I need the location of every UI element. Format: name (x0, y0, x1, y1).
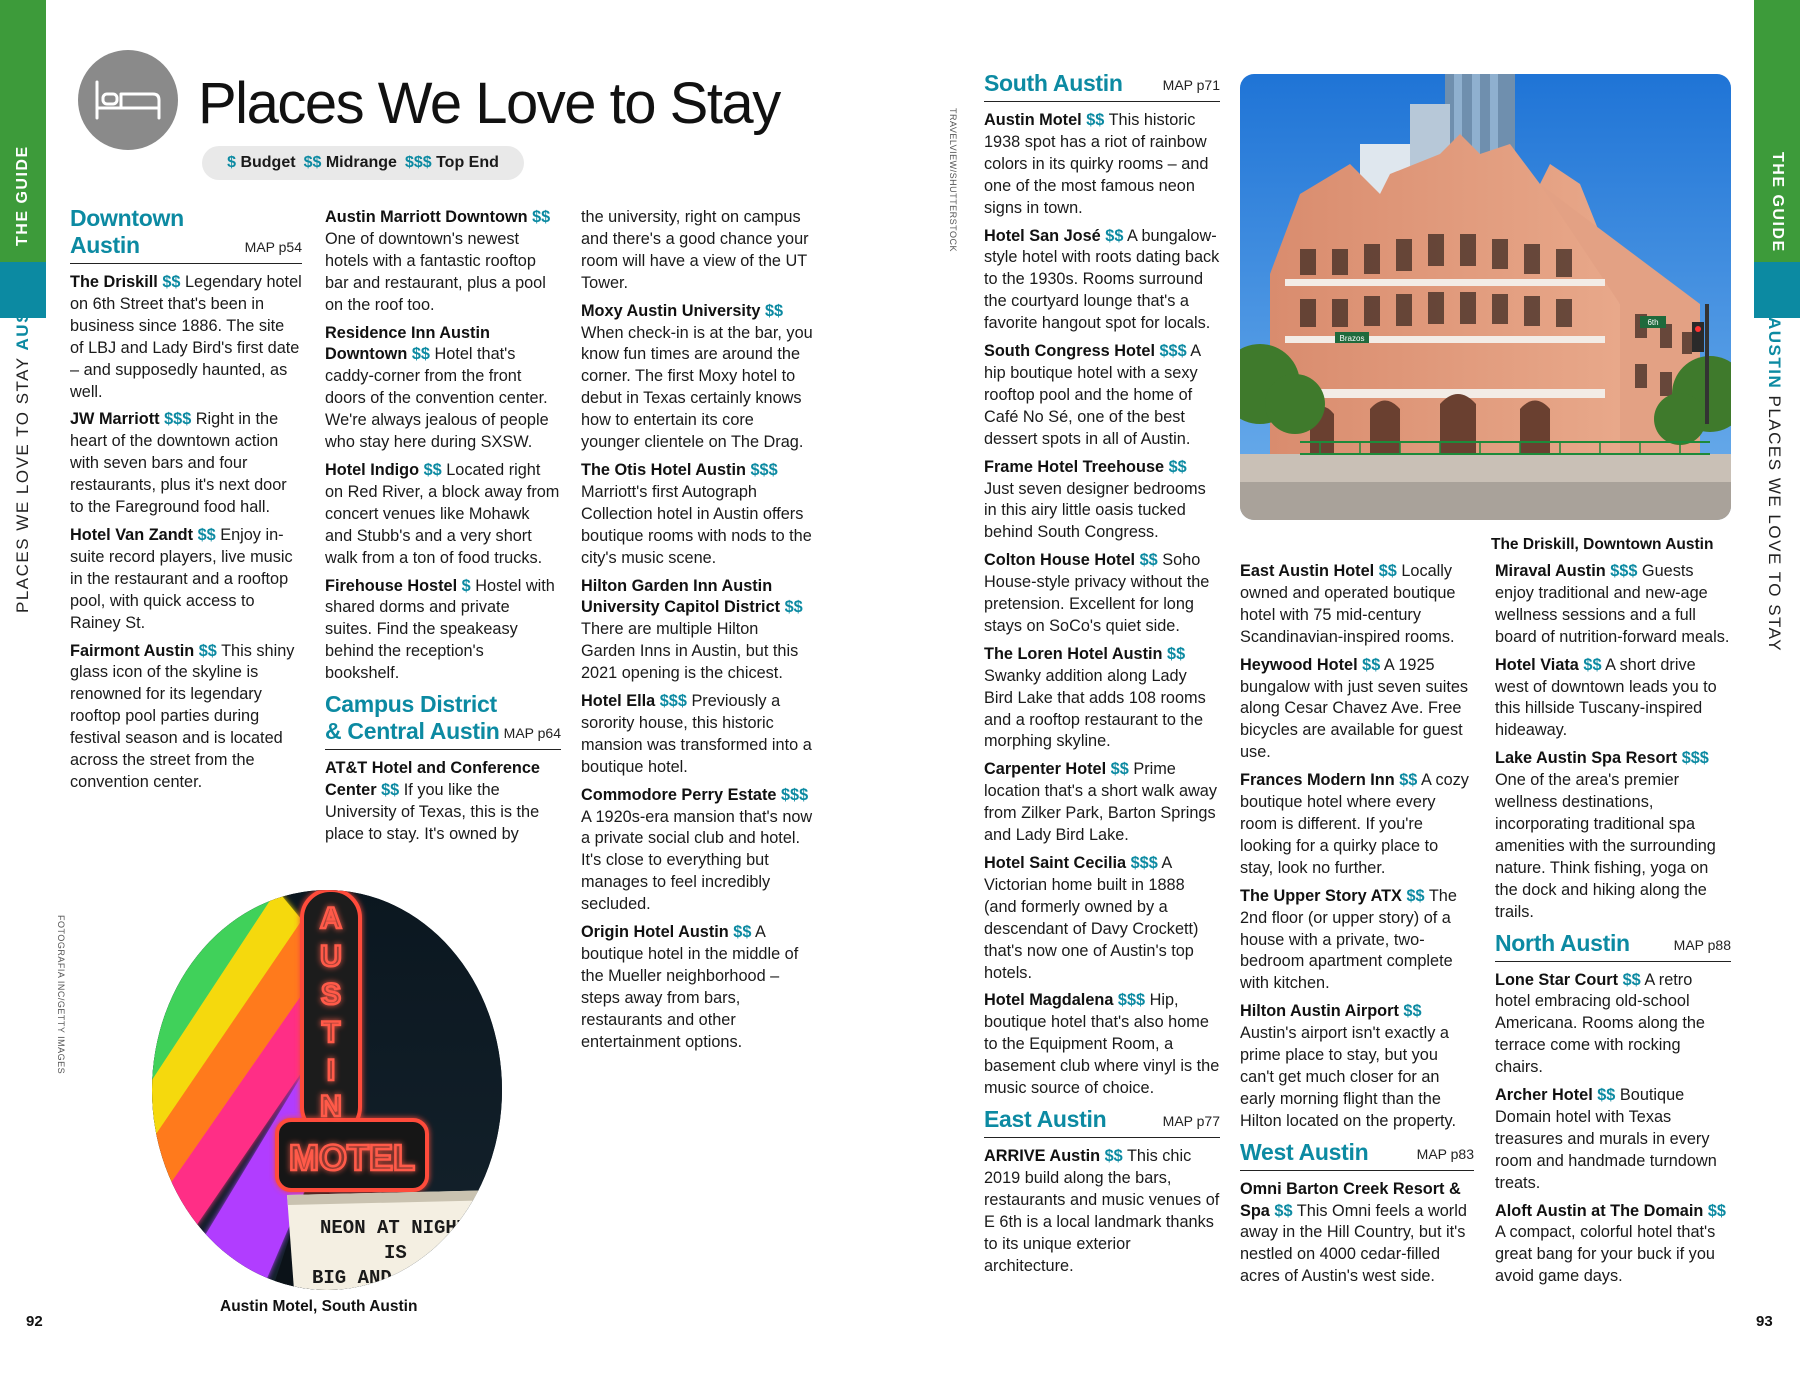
column-2 (325, 207, 561, 852)
section-title-north: North Austin (1495, 929, 1630, 956)
listing-commodore: Commodore Perry Estate $$$ A 1920s-era mansion that's now a private social club and hotel. It's close to everything but manages to feel incredibly secluded. (581, 785, 813, 914)
caption-austin-motel: Austin Motel, South Austin (220, 1298, 418, 1315)
map-ref-east: MAP p77 (1162, 1113, 1220, 1130)
section-header-downtown (70, 205, 302, 264)
listing-hilton-garden: Hilton Garden Inn Austin University Capitol District $$ There are multiple Hilton Garden Inns in Austin, but this 2021 opening is the chicest. (581, 576, 803, 683)
section-header-campus (325, 691, 561, 750)
listing-firehouse: Firehouse Hostel $ Hostel with shared dorms and private suites. Find the speakeasy behind the reception's bookshelf. (325, 576, 555, 683)
map-ref-north: MAP p88 (1673, 936, 1731, 953)
credit-motel-photo: FOTOGRAFIA INC/GETTY IMAGES (56, 915, 66, 1075)
listing-moxy: Moxy Austin University $$ When check-in is at the bar, you know fun times are around the corner. The first Moxy hotel to debut in Texas certainly knows how to entertain its core younger clientele on The Drag. (581, 301, 813, 452)
section-header-west (1240, 1139, 1474, 1171)
right-guide-label: THE GUIDE (1769, 152, 1786, 253)
bed-icon (78, 50, 178, 150)
section-title-campus: Campus District & Central Austin (325, 691, 500, 745)
caption-driskill: The Driskill, Downtown Austin (1491, 536, 1714, 553)
listing-marriott-downtown: Austin Marriott Downtown $$ One of downtown's newest hotels with a fantastic rooftop bar and restaurant, plus a pool on the roof too. (325, 208, 551, 314)
listing-frances-modern: Frances Modern Inn $$ A cozy boutique hotel where every room is different. If you're looking for a quirky place to stay, look no further. (1240, 771, 1469, 877)
section-header-south (984, 70, 1220, 102)
listing-upper-story: The Upper Story ATX $$ The 2nd floor (or upper story) of a house with a private, two-bedroom apartment complete with kitchen. (1240, 886, 1457, 993)
marquee-line-1: NEON AT NIGHT (320, 1217, 469, 1239)
left-guide-tab (0, 0, 46, 262)
listing-saint-cecilia: Hotel Saint Cecilia $$$ A Victorian home built in 1888 (and formerly owned by a descendant of Davy Crockett) that's now one of Austin's top hotels. (984, 854, 1199, 982)
listing-van-zandt: Hotel Van Zandt $$ Enjoy in-suite record players, live music in the restaurant and a rooftop pool, with quick access to Rainey St. (70, 525, 293, 632)
page-number-left: 92 (26, 1313, 43, 1330)
sign-motel-word: MOTEL (289, 1137, 415, 1178)
sign-letter-3: S (320, 978, 342, 1011)
listing-magdalena: Hotel Magdalena $$$ Hip, boutique hotel that's also home to the Equipment Room, a basement club where vinyl is the music source of choice. (984, 991, 1220, 1098)
listing-lone-star: Lone Star Court $$ A retro hotel embracing old-school Americana. Rooms along the terrace come with rocking chairs. (1495, 970, 1705, 1077)
listing-archer: Archer Hotel $$ Boutique Domain hotel with Texas treasures and murals in every room and handmade turndown treats. (1495, 1086, 1717, 1192)
sign-letter-1: A (320, 902, 342, 935)
sign-letter-2: U (320, 940, 342, 973)
listing-hilton-airport: Hilton Austin Airport $$ Austin's airport isn't exactly a prime place to stay, but you can't get much closer for an early morning flight than the Hilton located on the property. (1240, 1002, 1457, 1130)
right-guide-tab (1754, 0, 1800, 262)
section-title-downtown: Downtown Austin (70, 205, 184, 258)
listing-east-austin-hotel: East Austin Hotel $$ Locally owned and operated boutique hotel with 75 mid-century Scandinavian-inspired rooms. (1240, 562, 1456, 646)
section-title-east: East Austin (984, 1105, 1107, 1132)
listing-viata: Hotel Viata $$ A short drive west of downtown leads you to this hillside Tuscany-inspired hideaway. (1495, 655, 1717, 740)
listing-colton: Colton House Hotel $$ Soho House-style privacy without the pretension. Excellent for long stays on SoCo's quiet side. (984, 551, 1210, 635)
page-number-right: 93 (1756, 1313, 1773, 1330)
driskill-photo (1240, 74, 1731, 520)
austin-motel-photo (152, 890, 502, 1290)
legend-top-end: $$$ Top End (404, 154, 499, 171)
street-sign-6th: 6th (1647, 318, 1659, 327)
section-title-south: South Austin (984, 70, 1123, 96)
listing-driskill: The Driskill $$ Legendary hotel on 6th Street that's been in business since 1886. The site of LBJ and Lady Bird's first date – and supposedly haunted, as well. (70, 273, 302, 401)
column-3 (581, 207, 817, 1060)
map-ref-west: MAP p83 (1416, 1145, 1474, 1162)
listing-aloft: Aloft Austin at The Domain $$ A compact, colorful hotel that's great bang for your buck if you avoid game days. (1495, 1201, 1726, 1286)
listing-frame-treehouse: Frame Hotel Treehouse $$ Just seven designer bedrooms in this airy little oasis tucked behind South Congress. (984, 457, 1206, 542)
listing-san-jose: Hotel San José $$ A bungalow-style hotel with roots dating back to the 1930s. Rooms surround the courtyard lounge that's a favorite hangout spot for locals. (984, 226, 1220, 333)
sign-letter-5: I (326, 1054, 336, 1087)
right-accent-tab (1754, 262, 1800, 318)
street-sign-brazos: Brazos (1339, 334, 1365, 343)
listing-omni-barton: Omni Barton Creek Resort & Spa $$ This Omni feels a world away in the Hill Country, but it's nestled on 4000 cedar-filled acres of Austin's west side. (1240, 1179, 1467, 1286)
listing-att-center: AT&T Hotel and Conference Center $$ If you like the University of Texas, this is the place to stay. It's owned by (325, 759, 540, 843)
listing-miraval: Miraval Austin $$$ Guests enjoy traditional and new-age wellness sessions and a full board of nutrition-forward meals. (1495, 562, 1730, 646)
listing-origin: Origin Hotel Austin $$ A boutique hotel in the middle of the Mueller neighborhood – steps away from bars, restaurants and other entertainment options. (581, 923, 799, 1051)
column-6 (1495, 561, 1731, 1294)
map-ref-campus: MAP p64 (503, 725, 561, 742)
price-legend (202, 146, 524, 180)
listing-residence-inn: Residence Inn Austin Downtown $$ Hotel that's caddy-corner from the front doors of the convention center. We're always jealous of people who stay here during SXSW. (325, 323, 549, 452)
section-header-east (984, 1106, 1220, 1138)
page-title: Places We Love to Stay (198, 71, 780, 136)
listing-fairmont: Fairmont Austin $$ This shiny glass icon of the skyline is renowned for its legendary rooftop pool parties during festival season and is located across the street from the convention center. (70, 641, 295, 791)
section-header-north (1495, 930, 1731, 962)
column-1 (70, 205, 302, 800)
listing-att-center-continued: the university, right on campus and there's a good chance your room will have a view of the UT Tower. (581, 208, 809, 292)
listing-south-congress: South Congress Hotel $$$ A hip boutique hotel with a sexy rooftop pool and the home of Café No Sé, one of the best dessert spots in all of Austin. (984, 342, 1201, 448)
listing-ella: Hotel Ella $$$ Previously a sorority house, this historic mansion was transformed into a boutique hotel. (581, 692, 812, 776)
sign-letter-6: N (320, 1090, 342, 1123)
credit-driskill-photo: TRAVELVIEW/SHUTTERSTOCK (948, 108, 958, 253)
map-ref-downtown: MAP p54 (244, 239, 302, 256)
left-guide-label: THE GUIDE (14, 145, 31, 246)
sign-letter-4: T (321, 1016, 341, 1049)
section-title-west: West Austin (1240, 1138, 1369, 1165)
map-ref-south: MAP p71 (1162, 77, 1220, 94)
listing-indigo: Hotel Indigo $$ Located right on Red River, a block away from concert venues like Mohawk and Stubb's and a very short walk from a ton of food trucks. (325, 460, 560, 567)
listing-austin-motel: Austin Motel $$ This historic 1938 spot has a riot of rainbow colors in its quirky rooms – and one of the most famous neon signs in town. (984, 111, 1209, 217)
column-4 (984, 70, 1220, 1283)
listing-heywood: Heywood Hotel $$ A 1925 bungalow with just seven suites along Cesar Chavez Ave. Free bicycles are available for guest use. (1240, 655, 1469, 762)
marquee-line-2: IS (384, 1242, 407, 1264)
listing-otis: The Otis Hotel Austin $$$ Marriott's first Autograph Collection hotel in Austin offers boutique rooms with nods to the city's music scene. (581, 460, 812, 567)
listing-carpenter: Carpenter Hotel $$ Prime location that's a short walk away from Zilker Park, Barton Springs and Lady Bird Lake. (984, 760, 1217, 845)
left-running-title: PLACES WE LOVE TO STAY AUSTIN (13, 278, 32, 613)
legend-budget: $ Budget (227, 154, 296, 171)
listing-lake-austin-spa: Lake Austin Spa Resort $$$ One of the area's premier wellness destinations, incorporating traditional spa amenities with the surrounding nature. Think fishing, yoga on the dock and hiking along the trails. (1495, 749, 1716, 921)
marquee-line-3: BIG AND BRIGH (312, 1267, 461, 1289)
legend-midrange: $$ Midrange (303, 154, 397, 171)
listing-arrive: ARRIVE Austin $$ This chic 2019 build along the bars, restaurants and music venues of E 6th is a local landmark thanks to its unique exterior architecture. (984, 1146, 1220, 1275)
right-running-title: AUSTIN PLACES WE LOVE TO STAY (1765, 317, 1784, 653)
listing-jw-marriott: JW Marriott $$$ Right in the heart of the downtown action with seven bars and four restaurants, plus it's next door to the Fareground food hall. (70, 410, 287, 517)
listing-loren: The Loren Hotel Austin $$ Swanky addition along Lady Bird Lake that adds 108 rooms and a rooftop restaurant to the morphing skyline. (984, 644, 1206, 751)
column-5 (1240, 561, 1474, 1294)
